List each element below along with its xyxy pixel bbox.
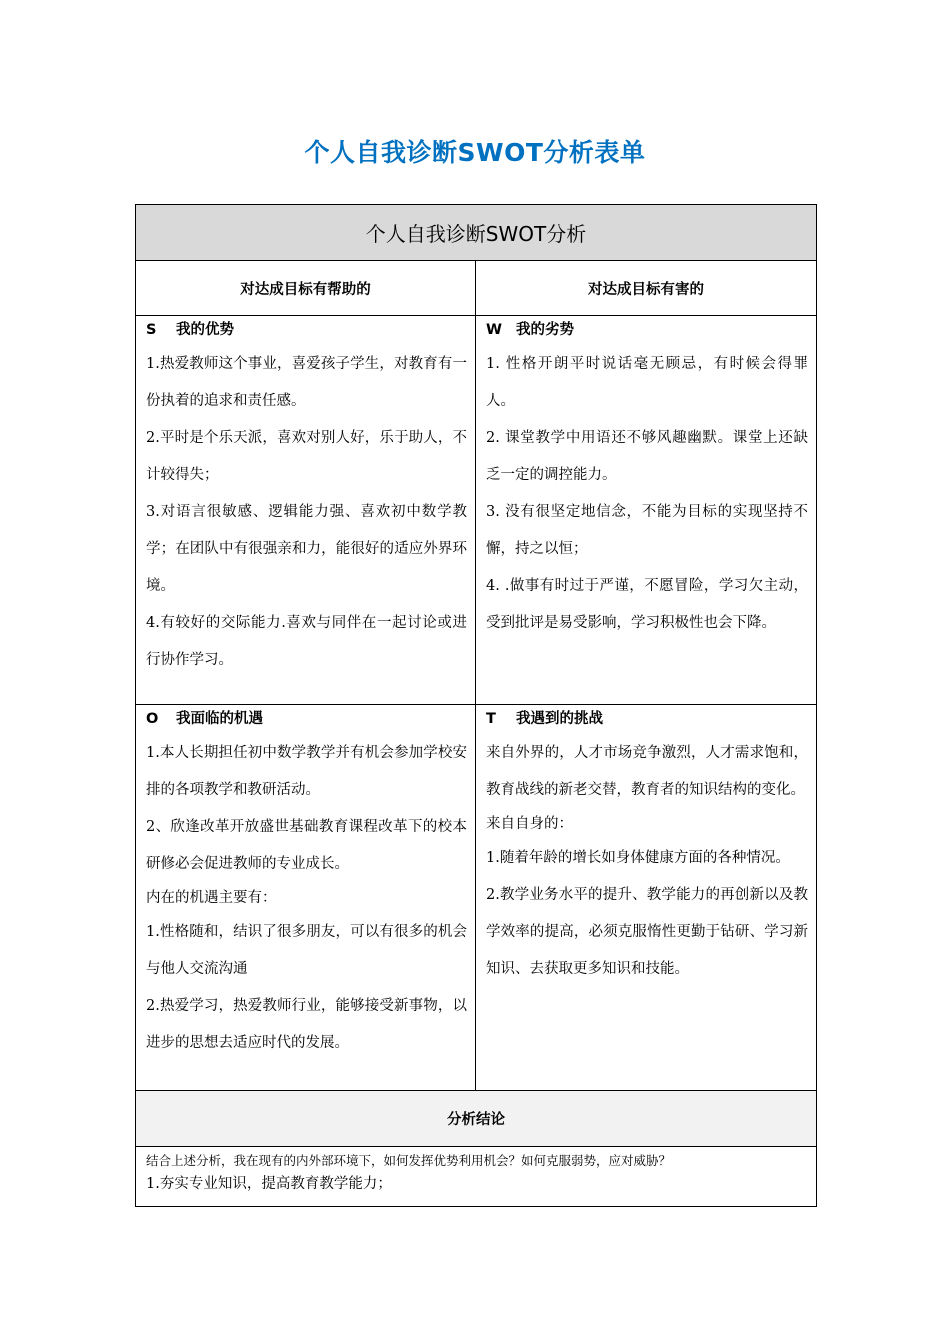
weakness-item: 4. .做事有时过于严谨，不愿冒险，学习欠主动，受到批评是易受影响，学习积极性也会下降。 — [486, 578, 808, 631]
weaknesses-title-text: 我的劣势 — [516, 322, 574, 338]
strengths-title — [146, 318, 467, 342]
strength-item: 4.有较好的交际能力.喜欢与同伴在一起讨论或进行协作学习。 — [146, 615, 467, 668]
threats-cell — [476, 705, 817, 1091]
conclusion-cell — [136, 1147, 817, 1207]
opportunity-item: 2、欣逢改革开放盛世基础教育课程改革下的校本研修必会促进教师的专业成长。 — [146, 819, 467, 872]
threat-item: 来自自身的： — [486, 816, 573, 832]
opportunity-item: 1.本人长期担任初中数学教学并有机会参加学校安排的各项教学和教研活动。 — [146, 745, 467, 798]
strengths-cell — [136, 316, 476, 705]
page-title: 个人自我诊断SWOT分析表单 — [304, 138, 646, 167]
table-header: 个人自我诊断SWOT分析 — [136, 205, 817, 261]
opportunity-item: 1.性格随和，结识了很多朋友，可以有很多的机会与他人交流沟通 — [146, 924, 467, 977]
strength-item: 1.热爱教师这个事业，喜爱孩子学生，对教育有一份执着的追求和责任感。 — [146, 356, 467, 409]
threat-item: 来自外界的，人才市场竞争激烈，人才需求饱和，教育战线的新老交替，教育者的知识结构的变化。 — [486, 745, 808, 798]
opportunity-item: 2.热爱学习，热爱教师行业，能够接受新事物，以进步的思想去适应时代的发展。 — [146, 998, 467, 1051]
column-header-harmful: 对达成目标有害的 — [476, 261, 817, 316]
conclusion-item: 1.夯实专业知识，提高教育教学能力； — [146, 1176, 392, 1192]
weakness-item: 3. 没有很坚定地信念，不能为目标的实现坚持不懈，持之以恒； — [486, 504, 808, 557]
weakness-item: 1. 性格开朗平时说话毫无顾忌，有时候会得罪人。 — [486, 356, 808, 409]
threat-item: 2.教学业务水平的提升、教学能力的再创新以及教学效率的提高，必须克服惰性更勤于钻研、学习新知识、去获取更多知识和技能。 — [486, 887, 808, 977]
weaknesses-cell — [476, 316, 817, 705]
conclusion-header: 分析结论 — [136, 1091, 817, 1147]
opportunities-title-text: 我面临的机遇 — [176, 711, 263, 727]
opportunities-cell — [136, 705, 476, 1091]
threats-title — [486, 707, 808, 731]
opportunities-title — [146, 707, 467, 731]
strengths-title-text: 我的优势 — [176, 322, 234, 338]
strengths-letter: S — [146, 322, 157, 338]
strength-item: 2.平时是个乐天派，喜欢对别人好，乐于助人，不计较得失； — [146, 430, 467, 483]
column-header-helpful: 对达成目标有帮助的 — [136, 261, 476, 316]
opportunity-item: 内在的机遇主要有： — [146, 890, 277, 906]
swot-table — [135, 204, 817, 1207]
weaknesses-title — [486, 318, 808, 342]
conclusion-question: 结合上述分析，我在现有的内外部环境下，如何发挥优势利用机会？如何克服弱势，应对威胁？ — [146, 1153, 672, 1168]
threats-title-text: 我遇到的挑战 — [516, 711, 603, 727]
weakness-item: 2. 课堂教学中用语还不够风趣幽默。课堂上还缺乏一定的调控能力。 — [486, 430, 808, 483]
threat-item: 1.随着年龄的增长如身体健康方面的各种情况。 — [486, 850, 790, 866]
threats-letter: T — [486, 711, 496, 727]
opportunities-letter: O — [146, 711, 159, 727]
strength-item: 3.对语言很敏感、逻辑能力强、喜欢初中数学教学；在团队中有很强亲和力，能很好的适应外界环境。 — [146, 504, 467, 594]
weaknesses-letter: W — [486, 322, 502, 338]
